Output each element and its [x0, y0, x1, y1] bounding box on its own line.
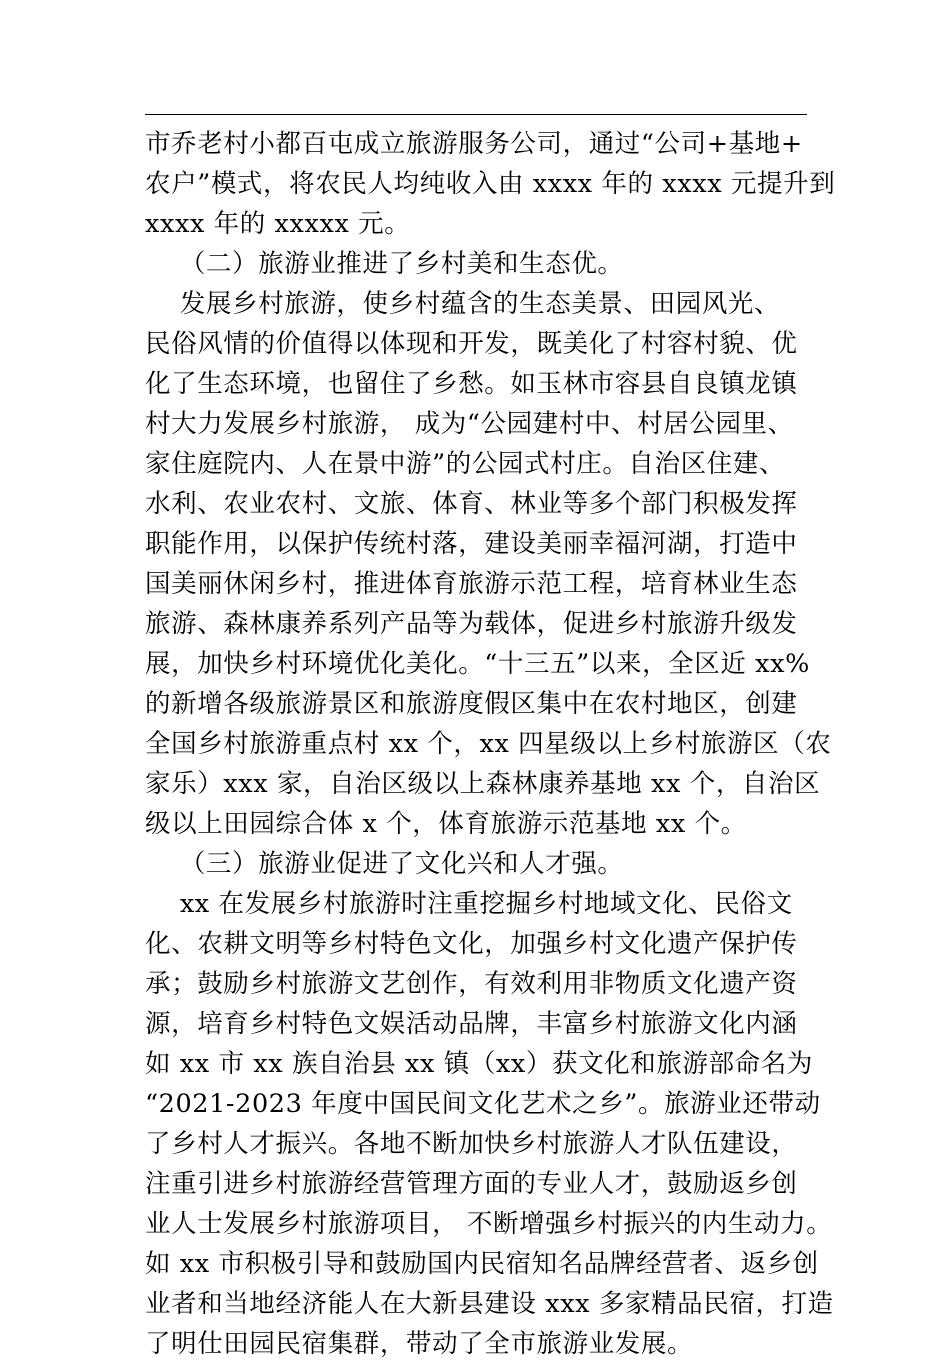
text-line: 化了生态环境，也留住了乡愁。如玉林市容县自良镇龙镇 [145, 369, 798, 399]
text-line: 如 xx 市积极引导和鼓励国内民宿知名品牌经营者、返乡创 [145, 1249, 819, 1279]
section-heading-3: （三）旅游业促进了文化兴和人才强。 [145, 849, 624, 879]
text-line: 业人士发展乡村旅游项目， 不断增强乡村振兴的内生动力。 [145, 1209, 833, 1239]
section-heading-2: （二）旅游业推进了乡村美和生态优。 [145, 249, 624, 279]
text-line: 旅游、森林康养系列产品等为载体，促进乡村旅游升级发 [145, 609, 798, 639]
body-text [145, 124, 836, 1364]
text-line: 农户”模式，将农民人均纯收入由 xxxx 年的 xxxx 元提升到 [145, 169, 836, 199]
text-line: 水利、农业农村、文旅、体育、林业等多个部门积极发挥 [145, 489, 798, 519]
text-line: 发展乡村旅游，使乡村蕴含的生态美景、田园风光、 [145, 289, 781, 319]
text-line: xx 在发展乡村旅游时注重挖掘乡村地域文化、民俗文 [145, 889, 793, 919]
text-line: 展，加快乡村环境优化美化。“十三五”以来，全区近 xx% [145, 649, 810, 679]
text-line: 业者和当地经济能人在大新县建设 xxx 多家精品民宿，打造 [145, 1289, 834, 1319]
header-rule [145, 114, 807, 115]
text-line: 市乔老村小都百屯成立旅游服务公司，通过“公司+基地+ [145, 129, 803, 159]
text-line: xxxx 年的 xxxxx 元。 [145, 209, 411, 239]
text-line: 的新增各级旅游景区和旅游度假区集中在农村地区，创建 [145, 689, 798, 719]
text-line: 全国乡村旅游重点村 xx 个，xx 四星级以上乡村旅游区（农 [145, 729, 832, 759]
text-line: 级以上田园综合体 x 个，体育旅游示范基地 xx 个。 [145, 809, 747, 839]
text-line: 化、农耕文明等乡村特色文化，加强乡村文化遗产保护传 [145, 929, 798, 959]
text-line: 了乡村人才振兴。各地不断加快乡村旅游人才队伍建设， [145, 1129, 798, 1159]
text-line: 注重引进乡村旅游经营管理方面的专业人才，鼓励返乡创 [145, 1169, 798, 1199]
text-line: 如 xx 市 xx 族自治县 xx 镇（xx）获文化和旅游部命名为 [145, 1049, 813, 1079]
text-line: 家乐）xxx 家，自治区级以上森林康养基地 xx 个，自治区 [145, 769, 821, 799]
text-line: 源，培育乡村特色文娱活动品牌，丰富乡村旅游文化内涵 [145, 1009, 798, 1039]
text-line: 家住庭院内、人在景中游”的公园式村庄。自治区住建、 [145, 449, 786, 479]
text-line: 国美丽休闲乡村，推进体育旅游示范工程，培育林业生态 [145, 569, 798, 599]
text-line: 职能作用，以保护传统村落，建设美丽幸福河湖，打造中 [145, 529, 798, 559]
text-line: 民俗风情的价值得以体现和开发，既美化了村容村貌、优 [145, 329, 798, 359]
text-line: “2021-2023 年度中国民间文化艺术之乡”。旅游业还带动 [145, 1089, 821, 1119]
text-line: 承；鼓励乡村旅游文艺创作，有效利用非物质文化遗产资 [145, 969, 798, 999]
text-line: 了明仕田园民宿集群，带动了全市旅游业发展。 [145, 1329, 694, 1359]
text-line: 村大力发展乡村旅游， 成为“公园建村中、村居公园里、 [145, 409, 794, 439]
